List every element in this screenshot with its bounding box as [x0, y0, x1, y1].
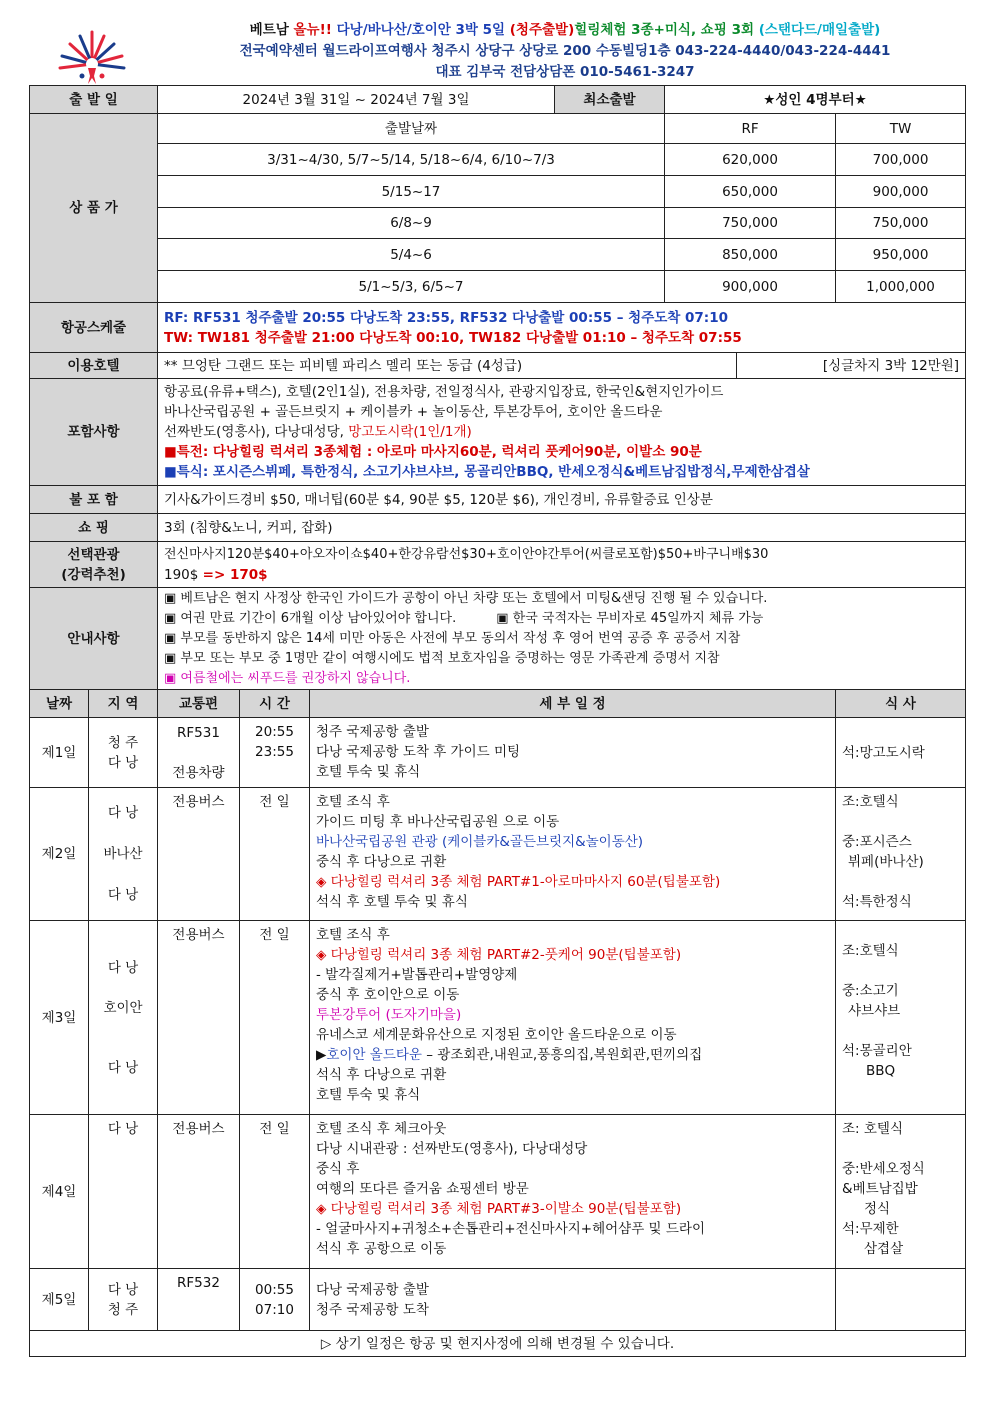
day-row [30, 1115, 966, 1269]
hotel-row [30, 353, 966, 379]
day-transport: RF532 [158, 1269, 240, 1331]
day-region: 다 낭 [89, 1115, 158, 1269]
footer-row [30, 1331, 966, 1357]
notice-line: ▣ 여권 만료 기간이 6개월 이상 남아있어야 합니다. ▣ 한국 국적자는 무비자로 45일까지 체류 가능 [164, 610, 764, 626]
price-header-date: 출발날짜 [158, 114, 665, 144]
col-detail: 세 부 일 정 [310, 690, 836, 718]
depart-row [30, 86, 966, 114]
day-meal [836, 1269, 966, 1331]
firework-logo [52, 24, 132, 86]
day-region: 청 주 다 낭 [89, 718, 158, 788]
price-tw: 900,000 [836, 176, 966, 208]
price-header-tw: TW [836, 114, 966, 144]
price-date: 5/4~6 [158, 239, 665, 271]
price-tw: 750,000 [836, 208, 966, 239]
option-value: 전신마사지120분$40+아오자이쇼$40+한강유람선$30+호이안야간투어(씨클로포함)$50+바구니배$30 190$ => 170$ [158, 542, 966, 588]
day-row [30, 1269, 966, 1331]
option-row [30, 542, 966, 588]
day-detail: 호텔 조식 후 ◈ 다낭힐링 럭셔리 3종 체험 PART#2-풋케어 90분(팁불포함) - 발각질제거+발톱관리+발영양제 중식 후 호이안으로 이동 투본강투어 (도자기마을) 유네스코 세계문화유산으로 지정된 호이안 올드타운으로 이동 ▶호이안 올드타운 – 광조회관,내원교,풍흥의집,복원회관,떤끼의집 석식 후 다낭으로 귀환 호텔 투숙 및 휴식 [310, 921, 836, 1115]
min-depart-label: 최소출발 [555, 86, 665, 114]
day-detail: 호텔 조식 후 가이드 미팅 후 바나산국립공원 으로 이동 바나산국립공원 관광 (케이블카&골든브릿지&놀이동산) 중식 후 다낭으로 귀환 ◈ 다낭힐링 럭셔리 3종 체험 PART#1-아로마마사지 60분(팁불포함) 석식 후 호텔 투숙 및 휴식 [310, 788, 836, 921]
shopping-label: 쇼 핑 [30, 514, 158, 542]
min-depart-value: ★성인 4명부터★ [665, 86, 966, 114]
single-charge: [싱글차지 3박 12만원] [737, 353, 966, 379]
day-region: 다 낭 호이안 다 낭 [89, 921, 158, 1115]
price-date: 3/31~4/30, 5/7~5/14, 5/18~6/4, 6/10~7/3 [158, 144, 665, 176]
day-detail: 호텔 조식 후 체크아웃 다낭 시내관광 : 선짜반도(영흥사), 다낭대성당 중식 후 여행의 또다른 즐거움 쇼핑센터 방문 ◈ 다낭힐링 럭셔리 3종 체험 PART#3-이발소 90분(팁불포함) - 얼굴마사지+귀청소+손톱관리+전신마사지+헤어샴푸 및 드라이 석식 후 공항으로 이동 [310, 1115, 836, 1269]
option-label: 선택관광 (강력추천) [30, 542, 158, 588]
price-rf: 900,000 [665, 271, 836, 303]
flight-row [30, 303, 966, 353]
price-row [30, 208, 966, 239]
col-meal: 식 사 [836, 690, 966, 718]
notice-line: ▣ 부모 또는 부모 중 1명만 같이 여행시에도 법적 보호자임을 증명하는 영문 가족관계 증명서 지참 [164, 650, 720, 666]
include-line: 항공료(유류+택스), 호텔(2인1실), 전용차량, 전일정식사, 관광지입장료, 한국인&현지인가이드 [164, 384, 724, 400]
price-header-row [30, 114, 966, 144]
day-time: 전 일 [240, 921, 310, 1115]
price-tw: 1,000,000 [836, 271, 966, 303]
day-time: 전 일 [240, 1115, 310, 1269]
day-transport: 전용버스 [158, 1115, 240, 1269]
exclude-label: 불 포 함 [30, 486, 158, 514]
notice-line: ▣ 부모를 동반하지 않은 14세 미만 아동은 사전에 부모 동의서 작성 후 영어 번역 공증 후 공증서 지참 [164, 630, 741, 646]
day-meal: 조:호텔식 중:소고기 샤브샤브 석:몽골리안 BBQ [836, 921, 966, 1115]
price-rf: 620,000 [665, 144, 836, 176]
day-label: 제2일 [30, 788, 89, 921]
col-region: 지 역 [89, 690, 158, 718]
day-transport: 전용버스 [158, 921, 240, 1115]
schedule-header-row [30, 690, 966, 718]
day-time: 20:55 23:55 [240, 718, 310, 788]
depart-label: 출 발 일 [30, 86, 158, 114]
agency-address: 전국예약센터 월드라이프여행사 청주시 상당구 상당로 200 수동빌딩1층 043-224-4440/043-224-4441 [239, 43, 891, 59]
shopping-value: 3회 (침향&노니, 커피, 잡화) [158, 514, 966, 542]
day-detail: 청주 국제공항 출발 다낭 국제공항 도착 후 가이드 미팅 호텔 투숙 및 휴식 [310, 718, 836, 788]
include-content [158, 379, 966, 486]
notice-line: ▣ 여름철에는 씨푸드를 권장하지 않습니다. [164, 670, 411, 686]
title-line: 베트남 올뉴!! 다낭/바나산/호이안 3박 5일 (청주출발)힐링체험 3종+미식, 쇼핑 3회 (스탠다드/매일출발) [249, 22, 881, 38]
day-region: 다 낭 청 주 [89, 1269, 158, 1331]
day-meal: 조:호텔식 중:포시즌스 뷔페(바나산) 석:특한정식 [836, 788, 966, 921]
flight-schedule [158, 303, 966, 353]
col-date: 날짜 [30, 690, 89, 718]
day-row [30, 921, 966, 1115]
notice-content [158, 588, 966, 690]
include-line: 바나산국립공원 + 골든브릿지 + 케이블카 + 놀이동산, 투본강투어, 호이안 올드타운 [164, 404, 663, 420]
price-date: 6/8~9 [158, 208, 665, 239]
col-time: 시 간 [240, 690, 310, 718]
price-row [30, 271, 966, 303]
depart-dates: 2024년 3월 31일 ~ 2024년 7월 3일 [158, 86, 555, 114]
include-special: ■특전: 다낭힐링 럭셔리 3종체험 : 아로마 마사지60분, 럭셔리 풋케어90분, 이발소 90분 [164, 444, 702, 460]
day-label: 제1일 [30, 718, 89, 788]
shopping-row [30, 514, 966, 542]
include-line: 선짜반도(영흥사), 다낭대성당, 망고도시락(1인/1개) [164, 424, 472, 440]
day-meal: 석:망고도시락 [836, 718, 966, 788]
day-transport: RF531 전용차량 [158, 718, 240, 788]
notice-line: ▣ 베트남은 현지 사정상 한국인 가이드가 공항이 아닌 차량 또는 호텔에서 미팅&샌딩 진행 될 수 있습니다. [164, 590, 768, 606]
header [0, 18, 992, 84]
flight-tw: TW: TW181 청주출발 21:00 다낭도착 00:10, TW182 다낭출발 01:10 – 청주도착 07:55 [164, 329, 742, 346]
col-transport: 교통편 [158, 690, 240, 718]
price-rf: 750,000 [665, 208, 836, 239]
day-label: 제5일 [30, 1269, 89, 1331]
flight-label: 항공스케줄 [30, 303, 158, 353]
day-meal: 조: 호텔식 중:반세오정식 &베트남집밥 정식 석:무제한 삼겹살 [836, 1115, 966, 1269]
price-tw: 700,000 [836, 144, 966, 176]
exclude-value: 기사&가이드경비 $50, 매너팁(60분 $4, 90분 $5, 120분 $6), 개인경비, 유류할증료 인상분 [158, 486, 966, 514]
price-date: 5/1~5/3, 6/5~7 [158, 271, 665, 303]
notice-label: 안내사항 [30, 588, 158, 690]
day-label: 제4일 [30, 1115, 89, 1269]
include-label: 포함사항 [30, 379, 158, 486]
price-tw: 950,000 [836, 239, 966, 271]
day-detail: 다낭 국제공항 출발 청주 국제공항 도착 [310, 1269, 836, 1331]
day-region: 다 낭 바나산 다 낭 [89, 788, 158, 921]
include-meal-special: ■특식: 포시즌스뷔페, 특한정식, 소고기샤브샤브, 몽골리안BBQ, 반세오정식&베트남집밥정식,무제한삼겹살 [164, 464, 810, 480]
hotel-value: ** 므엉탄 그랜드 또는 피비텔 파리스 멜리 또는 동급 (4성급) [158, 353, 737, 379]
price-label: 상 품 가 [30, 114, 158, 303]
price-rf: 650,000 [665, 176, 836, 208]
price-header-rf: RF [665, 114, 836, 144]
footer-note: ▷ 상기 일정은 항공 및 현지사정에 의해 변경될 수 있습니다. [30, 1331, 966, 1357]
day-time: 00:55 07:10 [240, 1269, 310, 1331]
day-label: 제3일 [30, 921, 89, 1115]
day-transport: 전용버스 [158, 788, 240, 921]
itinerary-table [29, 85, 966, 1357]
price-row [30, 144, 966, 176]
price-row [30, 239, 966, 271]
price-row [30, 176, 966, 208]
agency-contact: 대표 김부국 전담상담폰 010-5461-3247 [435, 64, 695, 80]
flight-rf: RF: RF531 청주출발 20:55 다낭도착 23:55, RF532 다낭출발 00:55 – 청주도착 07:10 [164, 309, 728, 326]
include-row [30, 379, 966, 486]
day-row [30, 788, 966, 921]
price-date: 5/15~17 [158, 176, 665, 208]
exclude-row [30, 486, 966, 514]
notice-row [30, 588, 966, 690]
hotel-label: 이용호텔 [30, 353, 158, 379]
day-time: 전 일 [240, 788, 310, 921]
price-rf: 850,000 [665, 239, 836, 271]
day-row [30, 718, 966, 788]
